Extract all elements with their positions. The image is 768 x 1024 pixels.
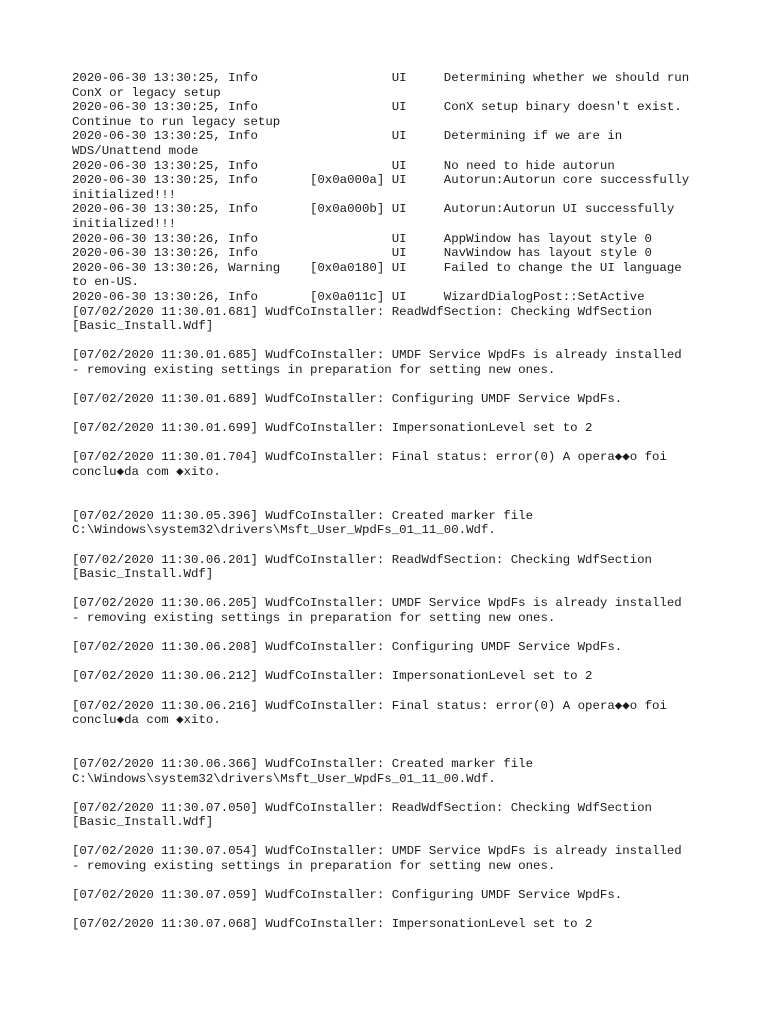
log-entry: [07/02/2020 11:30.06.208] WudfCoInstaller: Configuring UMDF Service WpdFs. (72, 640, 623, 655)
log-line: 2020-06-30 13:30:26, Info UI NavWindow has layout style 0 (72, 246, 652, 261)
log-entry: [07/02/2020 11:30.07.050] WudfCoInstaller: ReadWdfSection: Checking WdfSection [Basic_Install.Wdf] (72, 800, 652, 830)
blank-line (72, 538, 712, 553)
log-entry: [07/02/2020 11:30.06.201] WudfCoInstaller: ReadWdfSection: Checking WdfSection [Basic_Install.Wdf] (72, 552, 652, 582)
blank-line (72, 480, 712, 495)
log-line: ConX or legacy setup (72, 85, 221, 100)
log-line: to en-US. (72, 275, 139, 290)
log-line: initialized!!! (72, 187, 177, 202)
blank-line (72, 582, 712, 597)
log-line: 2020-06-30 13:30:25, Info [0x0a000a] UI Autorun:Autorun core successfully (72, 173, 690, 188)
log-line: 2020-06-30 13:30:25, Info [0x0a000b] UI Autorun:Autorun UI successfully (72, 202, 675, 217)
log-entry: [07/02/2020 11:30.01.689] WudfCoInstaller: Configuring UMDF Service WpdFs. (72, 392, 623, 407)
blank-line (72, 334, 712, 349)
log-entry: [07/02/2020 11:30.06.205] WudfCoInstaller: UMDF Service WpdFs is already installed - removing existing settings in preparation for setting new ones. (72, 596, 682, 625)
blank-line (72, 626, 712, 641)
log-line: WDS/Unattend mode (72, 143, 199, 158)
log-entry: [07/02/2020 11:30.07.068] WudfCoInstaller: ImpersonationLevel set to 2 (72, 917, 593, 932)
blank-line (72, 830, 712, 845)
log-document (72, 71, 712, 932)
blank-line (72, 436, 712, 451)
blank-line (72, 728, 712, 743)
log-line: 2020-06-30 13:30:25, Info UI Determining if we are in (72, 129, 623, 144)
log-entry: [07/02/2020 11:30.06.212] WudfCoInstaller: ImpersonationLevel set to 2 (72, 669, 593, 684)
log-line: [Basic_Install.Wdf] (72, 319, 214, 334)
log-line: initialized!!! (72, 216, 177, 231)
setup-log-block (72, 71, 712, 334)
log-entry: [07/02/2020 11:30.06.366] WudfCoInstaller: Created marker file C:\Windows\system32\drivers\Msft_User_WpdFs_01_11_00.Wdf. (72, 756, 534, 786)
blank-line (72, 874, 712, 889)
log-entry: [07/02/2020 11:30.01.699] WudfCoInstaller: ImpersonationLevel set to 2 (72, 421, 593, 436)
log-line: 2020-06-30 13:30:26, Info [0x0a011c] UI WizardDialogPost::SetActive (72, 289, 645, 304)
blank-line (72, 742, 712, 757)
log-entry: [07/02/2020 11:30.07.059] WudfCoInstaller: Configuring UMDF Service WpdFs. (72, 888, 623, 903)
log-entry: [07/02/2020 11:30.01.704] WudfCoInstaller: Final status: error(0) A opera◆◆o foi conclu◆da com ◆xito. (72, 450, 667, 480)
blank-line (72, 494, 712, 509)
log-entry: [07/02/2020 11:30.01.685] WudfCoInstaller: UMDF Service WpdFs is already installed - removing existing settings in preparation for setting new ones. (72, 348, 682, 377)
log-line: 2020-06-30 13:30:25, Info UI Determining whether we should run (72, 71, 690, 85)
blank-line (72, 684, 712, 699)
blank-line (72, 655, 712, 670)
log-line: Continue to run legacy setup (72, 114, 281, 129)
blank-line (72, 377, 712, 392)
log-line: 2020-06-30 13:30:26, Warning [0x0a0180] UI Failed to change the UI language (72, 260, 682, 275)
log-line: 2020-06-30 13:30:25, Info UI No need to hide autorun (72, 158, 615, 173)
blank-line (72, 407, 712, 422)
blank-line (72, 786, 712, 801)
blank-line (72, 903, 712, 918)
log-line: 2020-06-30 13:30:26, Info UI AppWindow has layout style 0 (72, 231, 652, 246)
wudf-log-block (72, 334, 712, 932)
log-line: [07/02/2020 11:30.01.681] WudfCoInstaller: ReadWdfSection: Checking WdfSection (72, 304, 652, 319)
log-entry: [07/02/2020 11:30.07.054] WudfCoInstaller: UMDF Service WpdFs is already installed - removing existing settings in preparation for setting new ones. (72, 844, 682, 874)
log-line: 2020-06-30 13:30:25, Info UI ConX setup binary doesn't exist. (72, 100, 682, 115)
log-entry: [07/02/2020 11:30.05.396] WudfCoInstaller: Created marker file C:\Windows\system32\drivers\Msft_User_WpdFs_01_11_00.Wdf. (72, 508, 534, 538)
log-entry: [07/02/2020 11:30.06.216] WudfCoInstaller: Final status: error(0) A opera◆◆o foi conclu◆da com ◆xito. (72, 698, 667, 728)
